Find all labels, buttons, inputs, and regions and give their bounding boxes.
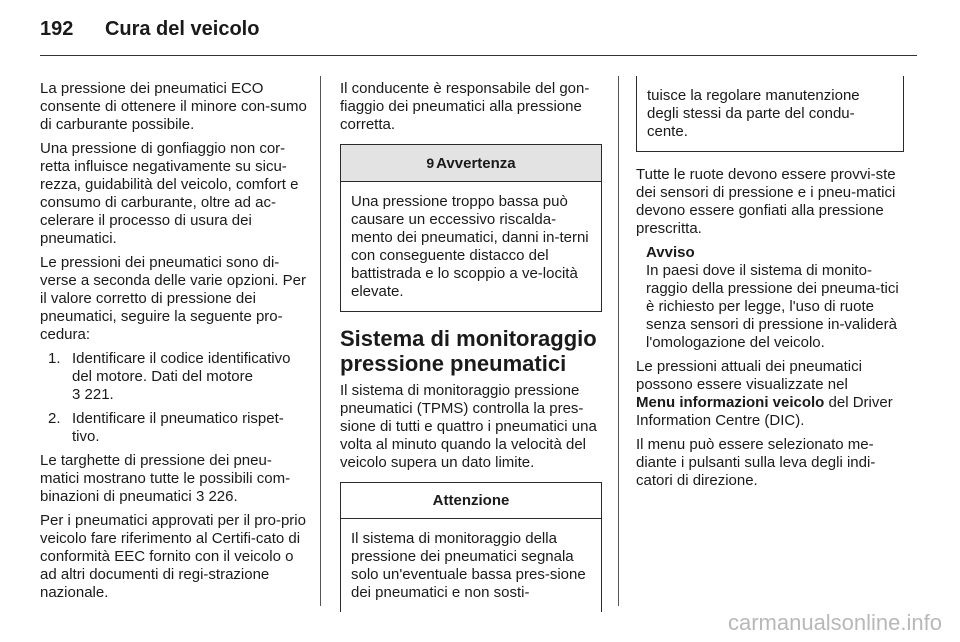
column-divider-1 xyxy=(320,76,321,606)
caution-box-continued xyxy=(636,76,904,152)
column-divider-2 xyxy=(618,76,619,606)
watermark: carmanualsonline.info xyxy=(727,610,942,635)
warning-triangle-icon: 9 xyxy=(426,155,435,171)
warning-header xyxy=(341,145,601,182)
procedure-list xyxy=(40,350,308,446)
note-body: In paesi dove il sistema di monito-raggio della pressione dei pneuma-tici è richiesto per legge, l'uso di ruote senza sensori di pressione in-validerà l'omologazione del veicolo. xyxy=(646,262,899,351)
column-2 xyxy=(340,80,602,626)
page-title: Cura del veicolo xyxy=(104,18,260,40)
paragraph-menu-selection: Il menu può essere selezionato me-diante i pulsanti sulla leva degli indi-catori di direzione. xyxy=(636,436,876,489)
caution-title: Attenzione xyxy=(341,483,601,519)
list-item xyxy=(40,350,308,404)
note-box xyxy=(646,244,904,352)
section-heading: Sistema di monitoraggio pressione pneumatici xyxy=(340,326,597,376)
paragraph-sensors: Tutte le ruote devono essere provvi-ste dei sensori di pressione e i pneu-matici devono essere gonfiati alla pressione prescritta. xyxy=(636,166,896,237)
caution-body-continued: tuisce la regolare manutenzione degli stessi da parte del condu-cente. xyxy=(647,87,860,140)
note-title: Avviso xyxy=(646,244,695,261)
page-header xyxy=(40,18,259,41)
caution-box xyxy=(340,482,602,612)
warning-box xyxy=(340,144,602,312)
list-item xyxy=(40,410,308,446)
paragraph-text: del Driver Information Centre (DIC). xyxy=(636,394,893,429)
column-1 xyxy=(40,80,308,608)
warning-body: Una pressione troppo bassa può causare un eccessivo riscalda-mento dei pneumatici, danni in-terni con conseguente distacco del battistrada e lo scoppio a ve-locità elevate. xyxy=(351,193,589,300)
paragraph-text: Le targhette di pressione dei pneu-matici mostrano tutte le possibili com-binazioni di pneumatici xyxy=(40,452,291,505)
paragraph-pressure-labels xyxy=(40,452,308,506)
menu-name: Menu informazioni veicolo xyxy=(636,394,825,411)
paragraph-text: Le pressioni attuali dei pneumatici possono essere visualizzate nel xyxy=(636,358,862,393)
header-rule xyxy=(40,55,917,56)
page-number: 192 xyxy=(40,18,74,40)
step-number: 1. xyxy=(48,350,61,367)
step-number: 2. xyxy=(48,410,61,427)
paragraph-eco: La pressione dei pneumatici ECO consente di ottenere il minore con-sumo di carburante possibile. xyxy=(40,80,307,133)
paragraph-pressure-options: Le pressioni dei pneumatici sono di-verse a seconda delle varie opzioni. Per il valore corretto di pressione dei pneumatici, seguire la seguente pro-cedura: xyxy=(40,254,306,343)
paragraph-driver-responsibility: Il conducente è responsabile del gon-fiaggio dei pneumatici alla pressione corretta. xyxy=(340,80,590,133)
page-reference-link[interactable]: 3 226. xyxy=(195,488,238,505)
warning-title: Avvertenza xyxy=(436,155,516,172)
paragraph-tpms: Il sistema di monitoraggio pressione pneumatici (TPMS) controlla la pres-sione di tutti e quattro i pneumatici una volta al minuto quando la velocità del veicolo supera un dato limite. xyxy=(340,382,597,471)
column-3 xyxy=(636,76,904,496)
step-text: Identificare il codice identificativo del motore. Dati del motore xyxy=(72,350,291,385)
page-reference-link[interactable]: 3 221. xyxy=(72,386,114,403)
caution-body: Il sistema di monitoraggio della pressione dei pneumatici segnala solo un'eventuale bassa pres-sione dei pneumatici e non sosti- xyxy=(351,530,586,601)
paragraph-incorrect-pressure: Una pressione di gonfiaggio non cor-retta influisce negativamente su sicu-rezza, guidabilità del veicolo, comfort e consumo di carburante, oltre ad ac-celerare il processo di usura dei pneumatici. xyxy=(40,140,299,247)
paragraph-dic xyxy=(636,358,904,430)
paragraph-approved-tyres: Per i pneumatici approvati per il pro-prio veicolo fare riferimento al Certifi-cato di conformità EEC fornito con il veicolo o ad altri documenti di regi-strazione nazionale. xyxy=(40,512,306,601)
step-text: Identificare il pneumatico rispet-tivo. xyxy=(72,410,284,445)
